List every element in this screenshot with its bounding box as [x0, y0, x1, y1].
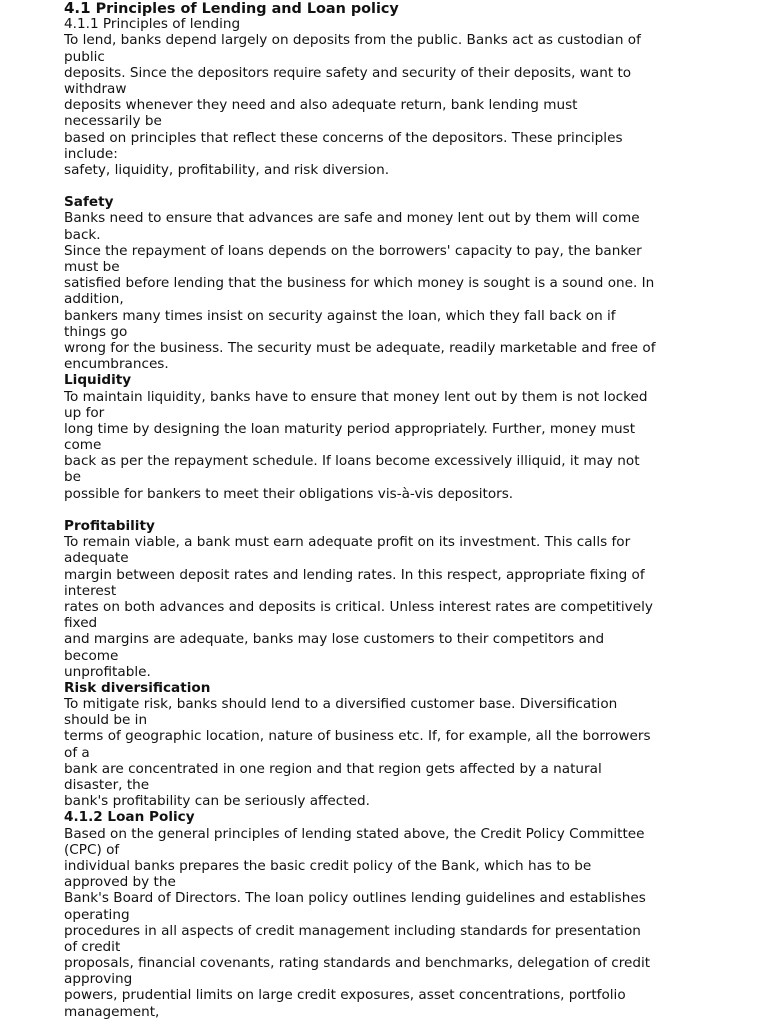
paragraph-gap	[64, 178, 714, 194]
text-line: bankers many times insist on security against the loan, which they fall back on if	[64, 307, 616, 324]
loan-policy-heading: 4.1.2 Loan Policy	[64, 809, 195, 826]
safety-heading: Safety	[64, 194, 114, 211]
text-line: Since the repayment of loans depends on the borrowers' capacity to pay, the banker	[64, 242, 642, 259]
text-line: powers, prudential limits on large credit exposures, asset concentrations, portfolio	[64, 987, 626, 1004]
text-line: Bank's Board of Directors. The loan policy outlines lending guidelines and establishes	[64, 890, 646, 907]
profitability-heading: Profitability	[64, 518, 155, 534]
profitability-paragraph	[64, 534, 714, 680]
text-line: public	[64, 48, 105, 65]
text-line: margin between deposit rates and lending rates. In this respect, appropriate fixing of	[64, 566, 645, 583]
text-line: things go	[64, 323, 128, 340]
text-line: long time by designing the loan maturity period appropriately. Further, money must	[64, 420, 636, 437]
text-line: Based on the general principles of lending stated above, the Credit Policy Committee	[64, 825, 645, 842]
text-line: back as per the repayment schedule. If loans become excessively illiquid, it may not	[64, 453, 640, 470]
text-line: must be	[64, 259, 120, 275]
text-line: To maintain liquidity, banks have to ensure that money lent out by them is not locked	[64, 388, 648, 405]
text-line: back.	[64, 226, 101, 243]
text-line: terms of geographic location, nature of business etc. If, for example, all the borrowers	[64, 728, 651, 745]
text-line: management,	[64, 1003, 160, 1020]
text-line: withdraw	[64, 80, 127, 97]
text-line: individual banks prepares the basic credit policy of the Bank, which has to be	[64, 857, 592, 874]
text-line: of a	[64, 744, 90, 761]
intro-paragraph	[64, 32, 714, 178]
section-number: 4.1	[64, 0, 91, 17]
text-line: bank are concentrated in one region and that region gets affected by a natural	[64, 760, 602, 777]
text-line: fixed	[64, 615, 98, 632]
section-heading	[64, 0, 714, 16]
text-line: encumbrances.	[64, 356, 169, 373]
text-line: proposals, financial covenants, rating standards and benchmarks, delegation of credit	[64, 955, 651, 972]
text-line: be	[64, 469, 81, 486]
text-line: wrong for the business. The security must be adequate, readily marketable and free of	[64, 339, 656, 356]
text-line: adequate	[64, 550, 129, 567]
section-title: Principles of Lending and Loan policy	[90, 1, 399, 17]
text-line: operating	[64, 906, 130, 923]
text-line: deposits. Since the depositors require safety and security of their deposits, want to	[64, 64, 632, 81]
subsection-heading: 4.1.1 Principles of lending	[64, 16, 241, 33]
text-line: addition,	[64, 291, 124, 308]
text-line: of credit	[64, 938, 121, 955]
text-line: approved by the	[64, 874, 176, 891]
text-line: (CPC) of	[64, 841, 120, 858]
text-line: interest	[64, 582, 117, 599]
loan-policy-paragraph	[64, 826, 714, 1020]
text-line: rates on both advances and deposits is critical. Unless interest rates are competitively	[64, 598, 653, 615]
text-line: safety, liquidity, profitability, and risk diversion.	[64, 161, 390, 178]
risk-diversification-paragraph	[64, 696, 714, 809]
text-line: unprofitable.	[64, 663, 151, 680]
safety-paragraph	[64, 210, 714, 372]
text-line: procedures in all aspects of credit management including standards for presentation	[64, 922, 641, 939]
liquidity-paragraph	[64, 389, 714, 502]
text-line: deposits whenever they need and also adequate return, bank lending must	[64, 97, 578, 114]
text-line: disaster, the	[64, 777, 150, 793]
text-line: To remain viable, a bank must earn adequate profit on its investment. This calls for	[64, 534, 631, 551]
text-line: bank's profitability can be seriously affected.	[64, 793, 370, 810]
text-line: To mitigate risk, banks should lend to a diversified customer base. Diversification	[64, 696, 618, 713]
document-page	[64, 0, 714, 1020]
liquidity-heading: Liquidity	[64, 372, 132, 389]
text-line: approving	[64, 971, 133, 988]
text-line: satisfied before lending that the business for which money is sought is a sound one. In	[64, 275, 655, 292]
text-line: become	[64, 647, 119, 664]
text-line: include:	[64, 145, 118, 162]
text-line: based on principles that reflect these concerns of the depositors. These principles	[64, 129, 623, 146]
text-line: up for	[64, 404, 105, 421]
text-line: possible for bankers to meet their obligations vis-à-vis depositors.	[64, 485, 514, 502]
text-line: necessarily be	[64, 113, 162, 130]
text-line: should be in	[64, 712, 148, 729]
text-line: and margins are adequate, banks may lose customers to their competitors and	[64, 631, 605, 648]
paragraph-gap	[64, 502, 714, 518]
text-line: Banks need to ensure that advances are safe and money lent out by them will come	[64, 210, 640, 227]
risk-diversification-heading: Risk diversification	[64, 679, 211, 696]
text-line: To lend, banks depend largely on deposits from the public. Banks act as custodian of	[64, 32, 641, 49]
text-line: come	[64, 437, 102, 454]
